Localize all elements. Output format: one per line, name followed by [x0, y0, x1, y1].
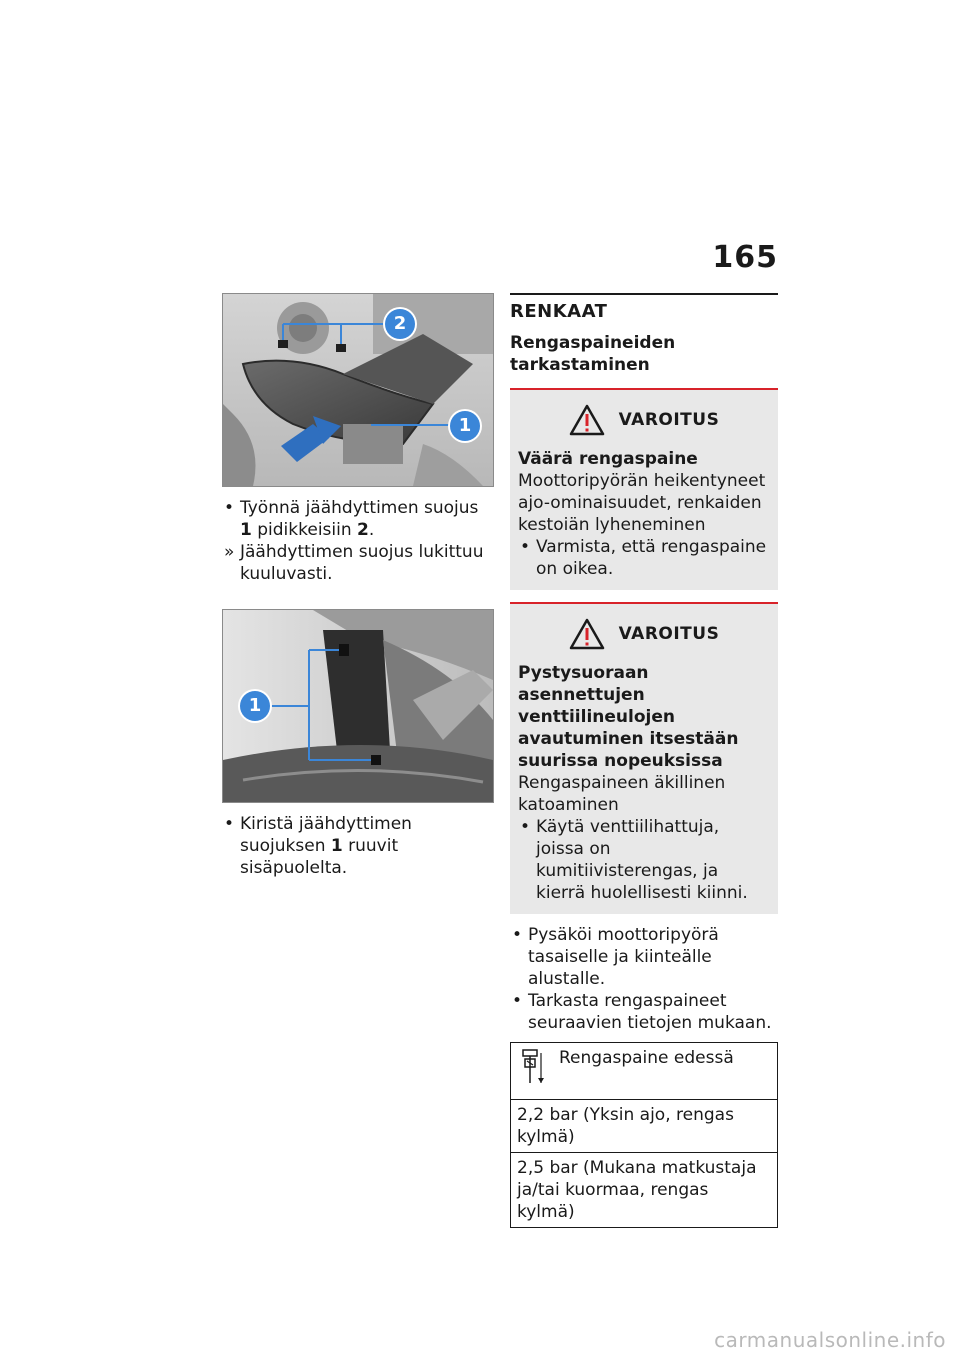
warning-box-tire-pressure — [510, 388, 778, 590]
bullet-icon: • — [520, 817, 531, 837]
section-title: RENKAAT — [510, 293, 778, 322]
callout-1: 1 — [450, 411, 480, 441]
ref-1: 1 — [240, 520, 252, 540]
warning-action-text: Käytä venttiilihattuja, joissa on kumitiivisterengas, ja kierrä huolellisesti kiinni. — [536, 817, 748, 903]
ref-2: 2 — [357, 520, 369, 540]
warning-action — [518, 536, 770, 580]
step-text: Pysäköi moottoripyörä tasaiselle ja kiinteälle alustalle. — [528, 925, 719, 989]
radiator-cover-illustration — [223, 294, 493, 486]
result-marker: » — [224, 542, 235, 562]
warning-header — [518, 618, 770, 650]
warning-action — [518, 816, 770, 904]
subsection-title: Rengaspaineiden tarkastaminen — [510, 333, 676, 375]
step-text: Työnnä jäähdyttimen suojus — [240, 498, 479, 518]
bullet: • — [512, 925, 523, 945]
radiator-screws-photo — [222, 609, 494, 803]
front-tire-pressure-table — [510, 1042, 778, 1228]
steps-check-pressure — [510, 924, 778, 1034]
bullet: • — [224, 814, 235, 834]
step-check — [510, 990, 778, 1034]
step-tighten-screws — [222, 813, 494, 879]
warning-label: VAROITUS — [618, 624, 720, 644]
steps-tighten-screws — [222, 813, 494, 879]
step-text: pidikkeisiin — [251, 520, 358, 540]
bullet: • — [512, 991, 523, 1011]
warning-triangle-icon — [569, 618, 605, 650]
spec-header — [511, 1043, 777, 1099]
warning-title: Väärä rengaspaine — [518, 449, 698, 469]
radiator-cover-photo — [222, 293, 494, 487]
warning-consequence: Rengaspaineen äkillinen katoaminen — [518, 773, 726, 815]
warning-header — [518, 404, 770, 436]
step-park — [510, 924, 778, 990]
warning-label: VAROITUS — [618, 410, 720, 430]
callout-2: 2 — [385, 309, 415, 339]
spec-value-loaded: 2,5 bar (Mukana matkustaja ja/tai kuormaa, rengas kylmä) — [511, 1152, 777, 1227]
warning-box-valve — [510, 602, 778, 914]
steps-push-cover — [222, 497, 494, 585]
warning-action-text: Varmista, että rengaspaine on oikea. — [536, 537, 767, 579]
ref-1: 1 — [330, 836, 343, 856]
step-text: Tarkasta rengaspaineet seuraavien tietojen mukaan. — [528, 991, 772, 1033]
spec-value-solo: 2,2 bar (Yksin ajo, rengas kylmä) — [511, 1099, 777, 1152]
right-column — [510, 293, 778, 1228]
tire-pressure-gauge-icon — [517, 1047, 551, 1087]
step-result-locks — [222, 541, 494, 585]
callout-1: 1 — [240, 691, 270, 721]
step-text: Kiristä jäähdyttimen suojuksen — [240, 814, 412, 856]
warning-triangle-icon — [569, 404, 605, 436]
step-text: Jäähdyttimen suojus lukittuu kuuluvasti. — [240, 542, 484, 584]
spec-header-label: Rengaspaine edessä — [559, 1048, 734, 1068]
step-text: . — [368, 520, 375, 540]
page-number: 165 — [712, 240, 778, 275]
bullet-icon: • — [520, 537, 531, 557]
bullet: • — [224, 498, 235, 518]
left-column — [222, 293, 494, 879]
step-push-cover — [222, 497, 494, 541]
warning-consequence: Moottoripyörän heikentyneet ajo-ominaisuudet, renkaiden kestoiän lyheneminen — [518, 471, 766, 535]
watermark: carmanualsonline.info — [714, 1328, 946, 1352]
warning-title: Pystysuoraan asennettujen venttiilineulojen avautuminen itsestään suurissa nopeuksissa — [518, 663, 739, 771]
step-text: ruuvit sisäpuolelta. — [240, 836, 399, 878]
